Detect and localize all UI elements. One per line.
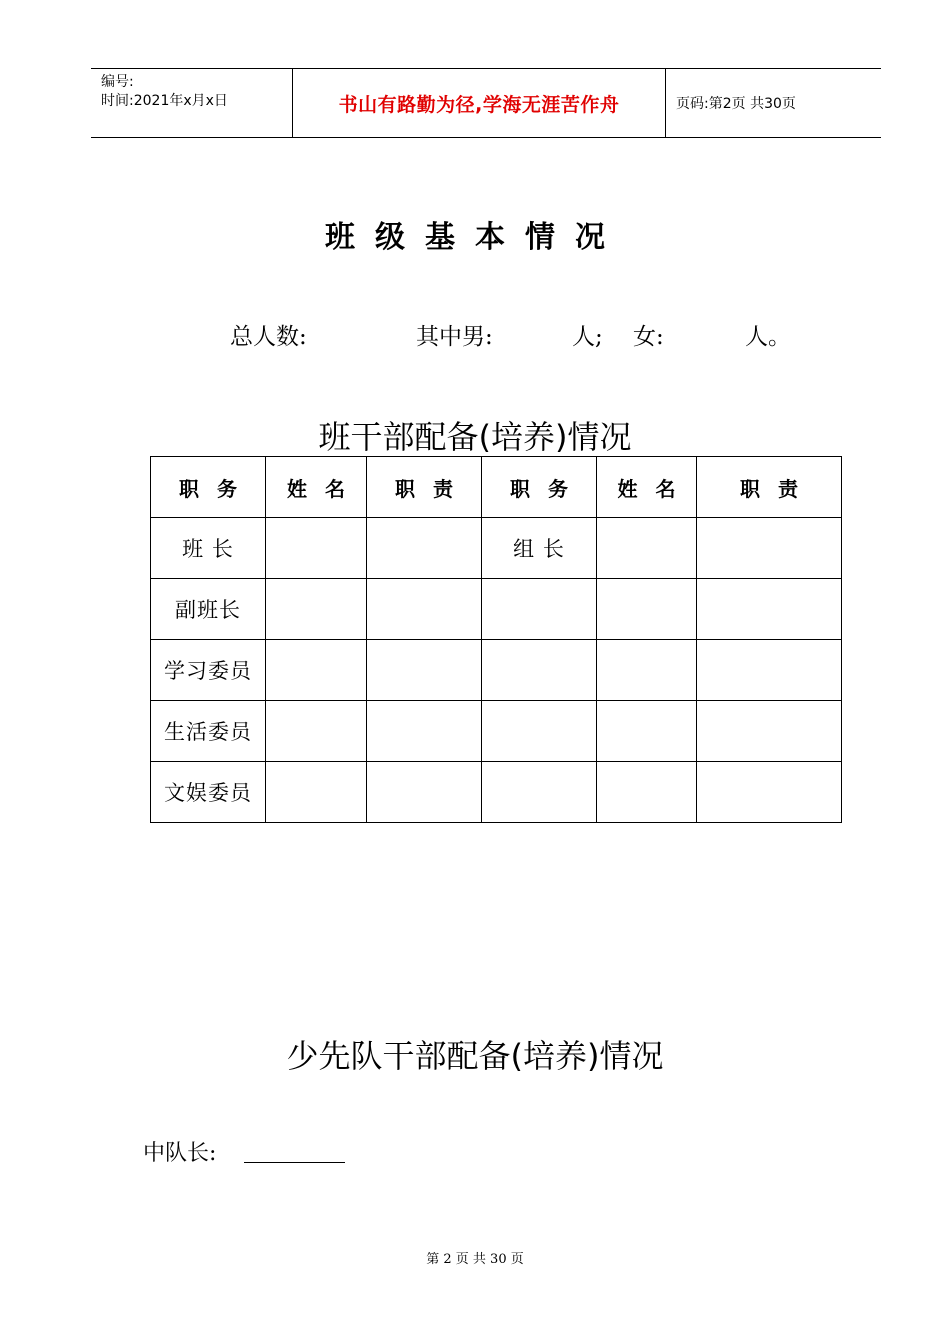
role-cell[interactable] (482, 640, 597, 701)
table-row (151, 518, 842, 579)
male-count-unit: 人; (572, 324, 603, 350)
role-cell: 副班长 (151, 579, 266, 640)
page-title: 班级基本情况 (325, 220, 625, 255)
table-header-row (151, 457, 842, 518)
role-cell: 文娱委员 (151, 762, 266, 823)
header-meta (91, 69, 293, 137)
duty-cell[interactable] (697, 701, 842, 762)
duty-cell[interactable] (697, 518, 842, 579)
male-count-label: 其中男: (416, 324, 493, 350)
table-row (151, 640, 842, 701)
female-count-label: 女: (633, 324, 664, 350)
role-cell: 班 长 (151, 518, 266, 579)
total-count-label: 总人数: (230, 324, 307, 350)
column-header-duty: 职责 (697, 457, 842, 518)
column-header-duty: 职责 (367, 457, 482, 518)
name-cell[interactable] (266, 701, 367, 762)
duty-cell[interactable] (697, 640, 842, 701)
female-count-unit: 人。 (745, 324, 791, 350)
role-cell[interactable] (482, 579, 597, 640)
duty-cell[interactable] (697, 579, 842, 640)
name-cell[interactable] (266, 518, 367, 579)
role-cell: 生活委员 (151, 701, 266, 762)
name-cell[interactable] (266, 640, 367, 701)
duty-cell[interactable] (367, 579, 482, 640)
column-header-name: 姓名 (597, 457, 697, 518)
table-row (151, 701, 842, 762)
header-motto: 书山有路勤为径,学海无涯苦作舟 (293, 69, 666, 137)
column-header-position: 职务 (151, 457, 266, 518)
page-footer: 第 2 页 共 30 页 (426, 1252, 524, 1267)
cadre-table (150, 456, 842, 823)
role-cell[interactable] (482, 701, 597, 762)
role-cell[interactable] (482, 762, 597, 823)
cadre-section-title: 班干部配备(培养)情况 (318, 418, 632, 456)
name-cell[interactable] (266, 762, 367, 823)
header-page-info: 页码:第2页 共30页 (676, 96, 796, 112)
name-cell[interactable] (266, 579, 367, 640)
duty-cell[interactable] (367, 640, 482, 701)
name-cell[interactable] (597, 701, 697, 762)
column-header-name: 姓名 (266, 457, 367, 518)
table-row (151, 762, 842, 823)
document-number-label: 编号: (101, 74, 134, 90)
duty-cell[interactable] (367, 518, 482, 579)
page-header (91, 68, 881, 138)
name-cell[interactable] (597, 762, 697, 823)
name-cell[interactable] (597, 518, 697, 579)
duty-cell[interactable] (367, 701, 482, 762)
document-time-label: 时间:2021年x月x日 (101, 93, 228, 109)
name-cell[interactable] (597, 579, 697, 640)
column-header-position: 职务 (482, 457, 597, 518)
table-row (151, 579, 842, 640)
pioneer-section-title: 少先队干部配备(培养)情况 (286, 1037, 664, 1075)
role-cell: 学习委员 (151, 640, 266, 701)
duty-cell[interactable] (367, 762, 482, 823)
squadron-leader-blank[interactable] (244, 1162, 345, 1163)
duty-cell[interactable] (697, 762, 842, 823)
squadron-leader-label: 中队长: (143, 1141, 217, 1166)
role-cell: 组 长 (482, 518, 597, 579)
name-cell[interactable] (597, 640, 697, 701)
